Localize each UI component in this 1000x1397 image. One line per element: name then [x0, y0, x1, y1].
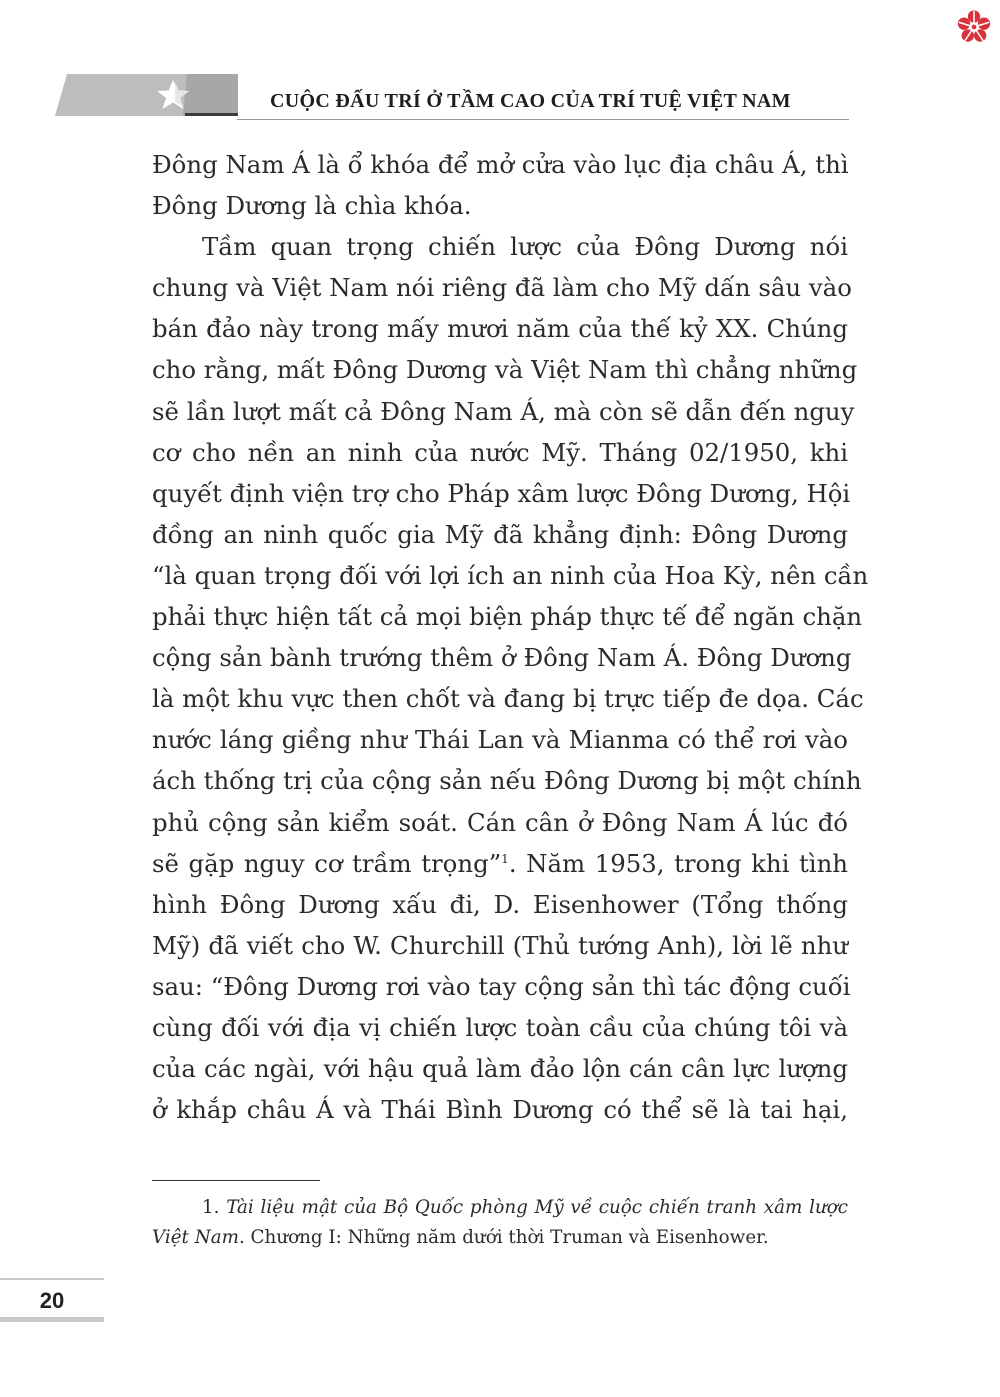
text-line: là một khu vực then chốt và đang bị trực tiếp đe dọa. Các	[152, 684, 864, 714]
text-line: phải thực hiện tất cả mọi biện pháp thực tế để ngăn chặn	[152, 602, 863, 632]
footnote-title: Việt Nam	[152, 1227, 239, 1248]
footnote-line	[152, 1193, 848, 1223]
running-header-title: CUỘC ĐẤU TRÍ Ở TẦM CAO CỦA TRÍ TUỆ VIỆT NAM	[270, 90, 791, 112]
text-line: quyết định viện trợ cho Pháp xâm lược Đông Dương, Hội	[152, 478, 851, 508]
footnote-number: 1.	[202, 1197, 220, 1218]
text-line: cộng sản bành trướng thêm ở Đông Nam Á. Đông Dương	[152, 643, 852, 673]
footnote-text: . Chương I: Những năm dưới thời Truman và Eisenhower.	[238, 1227, 769, 1248]
page-number-rule	[0, 1317, 104, 1322]
footnote-reference: 1	[501, 851, 509, 866]
footnote	[152, 1193, 848, 1253]
header-divider	[237, 119, 849, 120]
text-line: Tầm quan trọng chiến lược của Đông Dương nói	[202, 232, 848, 262]
page-number-rule	[0, 1278, 104, 1280]
text-segment: . Năm 1953, trong khi tình	[508, 848, 848, 878]
star-banner-icon	[55, 74, 238, 116]
body-text	[152, 144, 869, 1130]
text-line: của các ngài, với hậu quả làm đảo lộn cán cân lực lượng	[152, 1054, 848, 1084]
text-line: Mỹ) đã viết cho W. Churchill (Thủ tướng Anh), lời lẽ như	[152, 930, 848, 960]
footnote-divider	[152, 1180, 320, 1181]
text-line: Đông Nam Á là ổ khóa để mở cửa vào lục địa châu Á, thì	[152, 150, 849, 179]
text-line: Đông Dương là chìa khóa.	[152, 191, 472, 221]
text-line: ở khắp châu Á và Thái Bình Dương có thể sẽ là tai hại,	[152, 1095, 848, 1125]
text-line	[152, 843, 848, 884]
text-line: hình Đông Dương xấu đi, D. Eisenhower (Tổng thống	[152, 889, 848, 919]
text-line: cơ cho nền an ninh của nước Mỹ. Tháng 02/1950, khi	[152, 437, 848, 467]
footnote-title: Tài liệu mật của Bộ Quốc phòng Mỹ về cuộc chiến tranh xâm lược	[226, 1197, 849, 1218]
text-line: bán đảo này trong mấy mươi năm của thế kỷ XX. Chúng	[152, 314, 848, 344]
text-line: cùng đối với địa vị chiến lược toàn cầu của chúng tôi và	[152, 1012, 848, 1042]
text-line: cho rằng, mất Đông Dương và Việt Nam thì chẳng những	[152, 355, 858, 385]
footnote-line	[152, 1223, 848, 1253]
text-line: phủ cộng sản kiểm soát. Cán cân ở Đông Nam Á lúc đó	[152, 807, 848, 837]
text-segment: sẽ gặp nguy cơ trầm trọng”	[152, 848, 502, 878]
text-line: ách thống trị của cộng sản nếu Đông Dương bị một chính	[152, 766, 862, 796]
text-line: chung và Việt Nam nói riêng đã làm cho Mỹ dấn sâu vào	[152, 273, 852, 303]
page-number: 20	[39, 1288, 65, 1313]
text-line: “là quan trọng đối với lợi ích an ninh của Hoa Kỳ, nên cần	[152, 560, 869, 590]
text-line: nước láng giềng như Thái Lan và Mianma có thể rơi vào	[152, 725, 848, 755]
text-line: đồng an ninh quốc gia Mỹ đã khẳng định: Đông Dương	[152, 519, 848, 549]
text-line: sau: “Đông Dương rơi vào tay cộng sản thì tác động cuối	[152, 971, 851, 1001]
red-flower-icon	[955, 8, 993, 46]
text-line: sẽ lần lượt mất cả Đông Nam Á, mà còn sẽ dẫn đến nguy	[152, 396, 855, 426]
